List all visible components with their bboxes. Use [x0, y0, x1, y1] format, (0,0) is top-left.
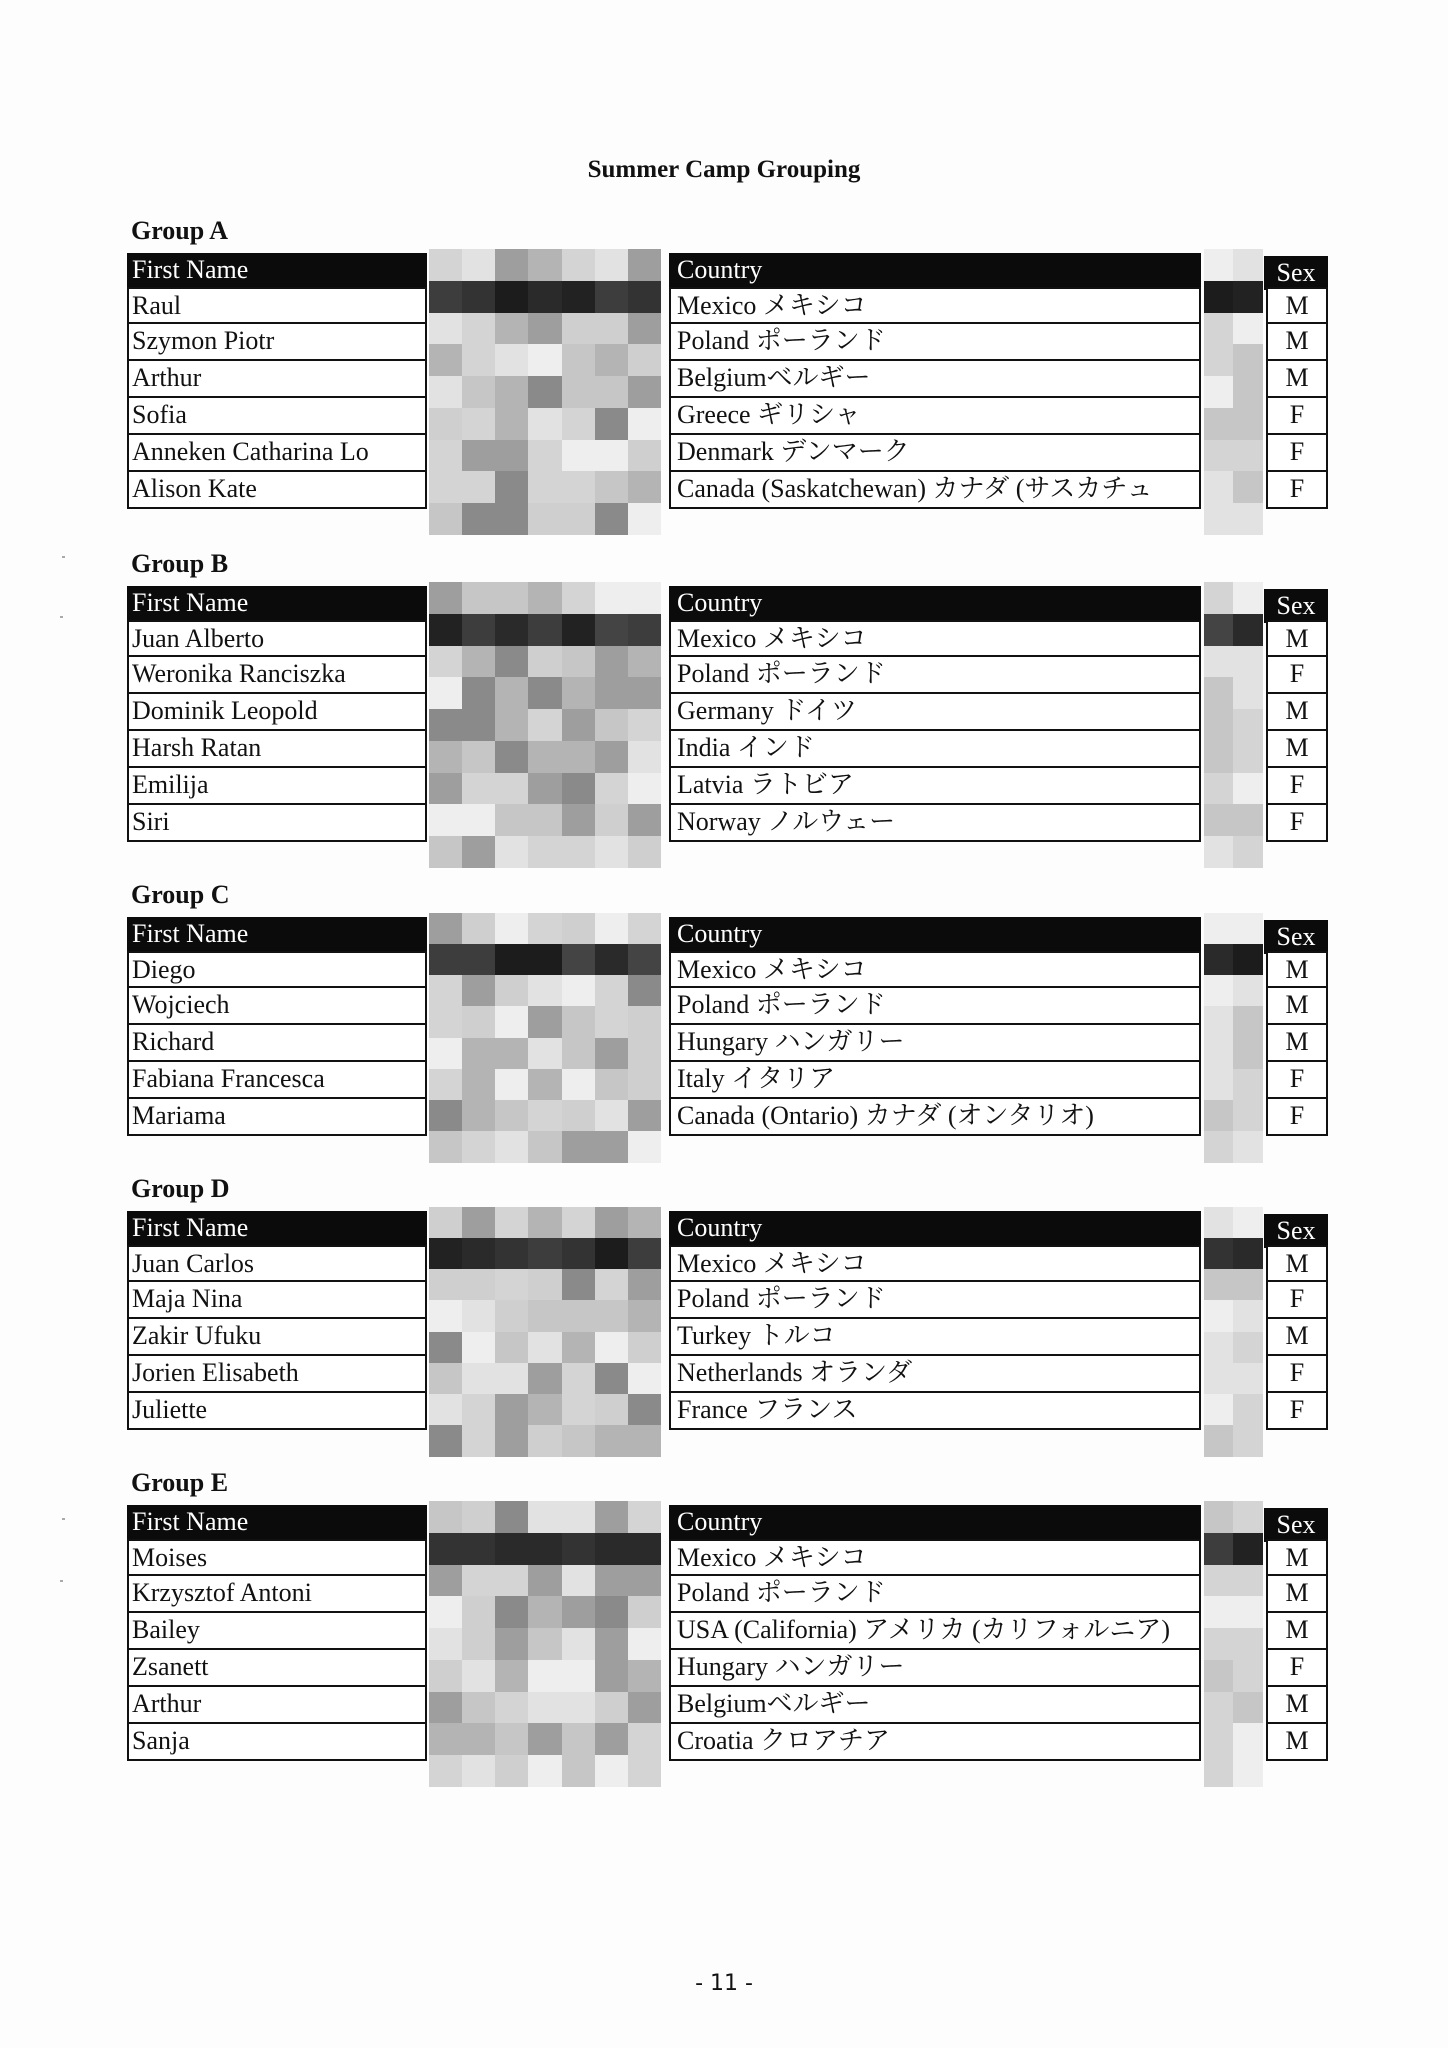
redaction-pixel — [495, 1207, 529, 1239]
table-row — [0, 620, 1448, 657]
redaction-pixel — [595, 1501, 629, 1533]
first-name-cell: Sofia — [127, 398, 427, 435]
table-row — [0, 398, 1448, 435]
first-name-cell: Jorien Elisabeth — [127, 1356, 427, 1393]
table-row — [0, 951, 1448, 988]
country-cell: Italy イタリア — [669, 1062, 1201, 1099]
redaction-pixel — [495, 249, 529, 281]
sex-cell: M — [1266, 694, 1328, 731]
sex-cell: F — [1266, 398, 1328, 435]
redaction-pixel — [429, 913, 463, 945]
redaction-pixel — [595, 913, 629, 945]
sex-cell: M — [1266, 731, 1328, 768]
sex-cell: F — [1266, 768, 1328, 805]
table-row — [0, 472, 1448, 509]
redaction-pixel — [562, 249, 596, 281]
country-cell: Greece ギリシャ — [669, 398, 1201, 435]
first-name-cell: Mariama — [127, 1099, 427, 1136]
table-row — [0, 1724, 1448, 1761]
table-row — [0, 731, 1448, 768]
first-name-cell: Krzysztof Antoni — [127, 1576, 427, 1613]
first-name-cell: Zakir Ufuku — [127, 1319, 427, 1356]
sex-cell: F — [1266, 1099, 1328, 1136]
sex-cell: M — [1266, 1245, 1328, 1282]
header-first-name: First Name — [127, 1505, 427, 1539]
table-row — [0, 988, 1448, 1025]
first-name-cell: Juliette — [127, 1393, 427, 1430]
first-name-cell: Diego — [127, 951, 427, 988]
group-label: Group B — [131, 549, 229, 578]
redaction-pixel — [1204, 1207, 1234, 1239]
redaction-pixel — [628, 1207, 662, 1239]
redaction-pixel — [429, 1207, 463, 1239]
sex-cell: F — [1266, 1356, 1328, 1393]
first-name-cell: Richard — [127, 1025, 427, 1062]
sex-cell: F — [1266, 805, 1328, 842]
header-first-name: First Name — [127, 586, 427, 620]
first-name-cell: Anneken Catharina Lo — [127, 435, 427, 472]
sex-cell: M — [1266, 1025, 1328, 1062]
sex-cell: M — [1266, 1576, 1328, 1613]
sex-cell: M — [1266, 1724, 1328, 1761]
page-title: Summer Camp Grouping — [587, 156, 861, 183]
redaction-pixel — [562, 1501, 596, 1533]
table-row — [0, 1613, 1448, 1650]
redaction-pixel — [462, 249, 496, 281]
country-cell: Latvia ラトビア — [669, 768, 1201, 805]
scan-speck — [60, 1580, 63, 1582]
country-cell: Poland ポーランド — [669, 1576, 1201, 1613]
first-name-cell: Juan Alberto — [127, 620, 427, 657]
sex-cell: M — [1266, 620, 1328, 657]
sex-cell: F — [1266, 435, 1328, 472]
country-cell: Mexico メキシコ — [669, 620, 1201, 657]
sex-cell: M — [1266, 1539, 1328, 1576]
table-row — [0, 1025, 1448, 1062]
sex-cell: M — [1266, 361, 1328, 398]
redaction-pixel — [628, 249, 662, 281]
table-row — [0, 1245, 1448, 1282]
redaction-pixel — [429, 582, 463, 614]
table-row — [0, 1539, 1448, 1576]
sex-cell: F — [1266, 1393, 1328, 1430]
page-number: - 11 - — [695, 1971, 753, 1996]
country-cell: France フランス — [669, 1393, 1201, 1430]
country-cell: India インド — [669, 731, 1201, 768]
redaction-pixel — [462, 582, 496, 614]
redaction-pixel — [628, 1501, 662, 1533]
redaction-pixel — [528, 1207, 562, 1239]
redaction-pixel — [462, 1207, 496, 1239]
table-row — [0, 1282, 1448, 1319]
table-row — [0, 768, 1448, 805]
country-cell: Norway ノルウェー — [669, 805, 1201, 842]
first-name-cell: Bailey — [127, 1613, 427, 1650]
country-cell: Canada (Ontario) カナダ (オンタリオ) — [669, 1099, 1201, 1136]
country-cell: Germany ドイツ — [669, 694, 1201, 731]
redaction-pixel — [628, 913, 662, 945]
redaction-pixel — [495, 913, 529, 945]
scan-speck — [60, 616, 63, 618]
first-name-cell: Emilija — [127, 768, 427, 805]
country-cell: Croatia クロアチア — [669, 1724, 1201, 1761]
table-row — [0, 324, 1448, 361]
header-sex: Sex — [1264, 920, 1328, 954]
redaction-pixel — [595, 582, 629, 614]
country-cell: Mexico メキシコ — [669, 287, 1201, 324]
header-country: Country — [669, 1505, 1201, 1539]
table-row — [0, 1356, 1448, 1393]
redaction-pixel — [462, 1501, 496, 1533]
sex-cell: F — [1266, 1650, 1328, 1687]
sex-cell: M — [1266, 1613, 1328, 1650]
table-row — [0, 694, 1448, 731]
table-row — [0, 1650, 1448, 1687]
group-label: Group C — [131, 880, 230, 909]
redaction-pixel — [1204, 1501, 1234, 1533]
table-row — [0, 435, 1448, 472]
redaction-pixel — [1233, 582, 1263, 614]
redaction-pixel — [429, 249, 463, 281]
first-name-cell: Arthur — [127, 361, 427, 398]
first-name-cell: Maja Nina — [127, 1282, 427, 1319]
redaction-pixel — [1204, 249, 1234, 281]
first-name-cell: Sanja — [127, 1724, 427, 1761]
country-cell: Poland ポーランド — [669, 657, 1201, 694]
group-label: Group D — [131, 1174, 230, 1203]
redaction-pixel — [528, 913, 562, 945]
first-name-cell: Harsh Ratan — [127, 731, 427, 768]
redaction-pixel — [528, 249, 562, 281]
table-row — [0, 1687, 1448, 1724]
table-row — [0, 1062, 1448, 1099]
redaction-pixel — [1204, 913, 1234, 945]
country-cell: Hungary ハンガリー — [669, 1025, 1201, 1062]
table-row — [0, 1393, 1448, 1430]
table-row — [0, 1099, 1448, 1136]
redaction-pixel — [1233, 1207, 1263, 1239]
table-row — [0, 657, 1448, 694]
country-cell: Belgiumベルギー — [669, 361, 1201, 398]
first-name-cell: Zsanett — [127, 1650, 427, 1687]
header-sex: Sex — [1264, 1214, 1328, 1248]
header-sex: Sex — [1264, 256, 1328, 290]
first-name-cell: Dominik Leopold — [127, 694, 427, 731]
redaction-pixel — [528, 1501, 562, 1533]
header-first-name: First Name — [127, 253, 427, 287]
sex-cell: F — [1266, 1282, 1328, 1319]
sex-cell: M — [1266, 951, 1328, 988]
first-name-cell: Juan Carlos — [127, 1245, 427, 1282]
country-cell: Hungary ハンガリー — [669, 1650, 1201, 1687]
sex-cell: F — [1266, 657, 1328, 694]
redaction-pixel — [495, 582, 529, 614]
group-label: Group A — [131, 216, 229, 245]
group-label: Group E — [131, 1468, 229, 1497]
redaction-pixel — [1233, 913, 1263, 945]
scan-speck — [62, 1518, 65, 1520]
table-row — [0, 361, 1448, 398]
country-cell: Mexico メキシコ — [669, 1245, 1201, 1282]
header-country: Country — [669, 253, 1201, 287]
redaction-pixel — [628, 582, 662, 614]
header-country: Country — [669, 1211, 1201, 1245]
table-row — [0, 287, 1448, 324]
header-sex: Sex — [1264, 589, 1328, 623]
sex-cell: M — [1266, 1687, 1328, 1724]
scan-speck — [62, 556, 65, 558]
country-cell: Poland ポーランド — [669, 1282, 1201, 1319]
redaction-pixel — [1233, 249, 1263, 281]
redaction-pixel — [429, 1501, 463, 1533]
redaction-pixel — [1204, 582, 1234, 614]
sex-cell: M — [1266, 287, 1328, 324]
first-name-cell: Siri — [127, 805, 427, 842]
header-first-name: First Name — [127, 917, 427, 951]
table-row — [0, 805, 1448, 842]
sex-cell: M — [1266, 1319, 1328, 1356]
first-name-cell: Raul — [127, 287, 427, 324]
header-sex: Sex — [1264, 1508, 1328, 1542]
sex-cell: M — [1266, 988, 1328, 1025]
first-name-cell: Arthur — [127, 1687, 427, 1724]
redaction-pixel — [528, 582, 562, 614]
country-cell: Canada (Saskatchewan) カナダ (サスカチュ — [669, 472, 1201, 509]
country-cell: Belgiumベルギー — [669, 1687, 1201, 1724]
first-name-cell: Fabiana Francesca — [127, 1062, 427, 1099]
country-cell: Poland ポーランド — [669, 324, 1201, 361]
country-cell: USA (California) アメリカ (カリフォルニア) — [669, 1613, 1201, 1650]
country-cell: Poland ポーランド — [669, 988, 1201, 1025]
redaction-pixel — [562, 1207, 596, 1239]
country-cell: Mexico メキシコ — [669, 1539, 1201, 1576]
first-name-cell: Alison Kate — [127, 472, 427, 509]
header-first-name: First Name — [127, 1211, 427, 1245]
first-name-cell: Weronika Ranciszka — [127, 657, 427, 694]
first-name-cell: Moises — [127, 1539, 427, 1576]
country-cell: Turkey トルコ — [669, 1319, 1201, 1356]
redaction-pixel — [595, 249, 629, 281]
country-cell: Mexico メキシコ — [669, 951, 1201, 988]
redaction-pixel — [562, 582, 596, 614]
country-cell: Netherlands オランダ — [669, 1356, 1201, 1393]
sex-cell: F — [1266, 1062, 1328, 1099]
table-row — [0, 1576, 1448, 1613]
redaction-pixel — [595, 1207, 629, 1239]
country-cell: Denmark デンマーク — [669, 435, 1201, 472]
sex-cell: F — [1266, 472, 1328, 509]
first-name-cell: Wojciech — [127, 988, 427, 1025]
table-row — [0, 1319, 1448, 1356]
header-country: Country — [669, 917, 1201, 951]
first-name-cell: Szymon Piotr — [127, 324, 427, 361]
redaction-pixel — [462, 913, 496, 945]
redaction-pixel — [495, 1501, 529, 1533]
sex-cell: M — [1266, 324, 1328, 361]
redaction-pixel — [562, 913, 596, 945]
redaction-pixel — [1233, 1501, 1263, 1533]
header-country: Country — [669, 586, 1201, 620]
